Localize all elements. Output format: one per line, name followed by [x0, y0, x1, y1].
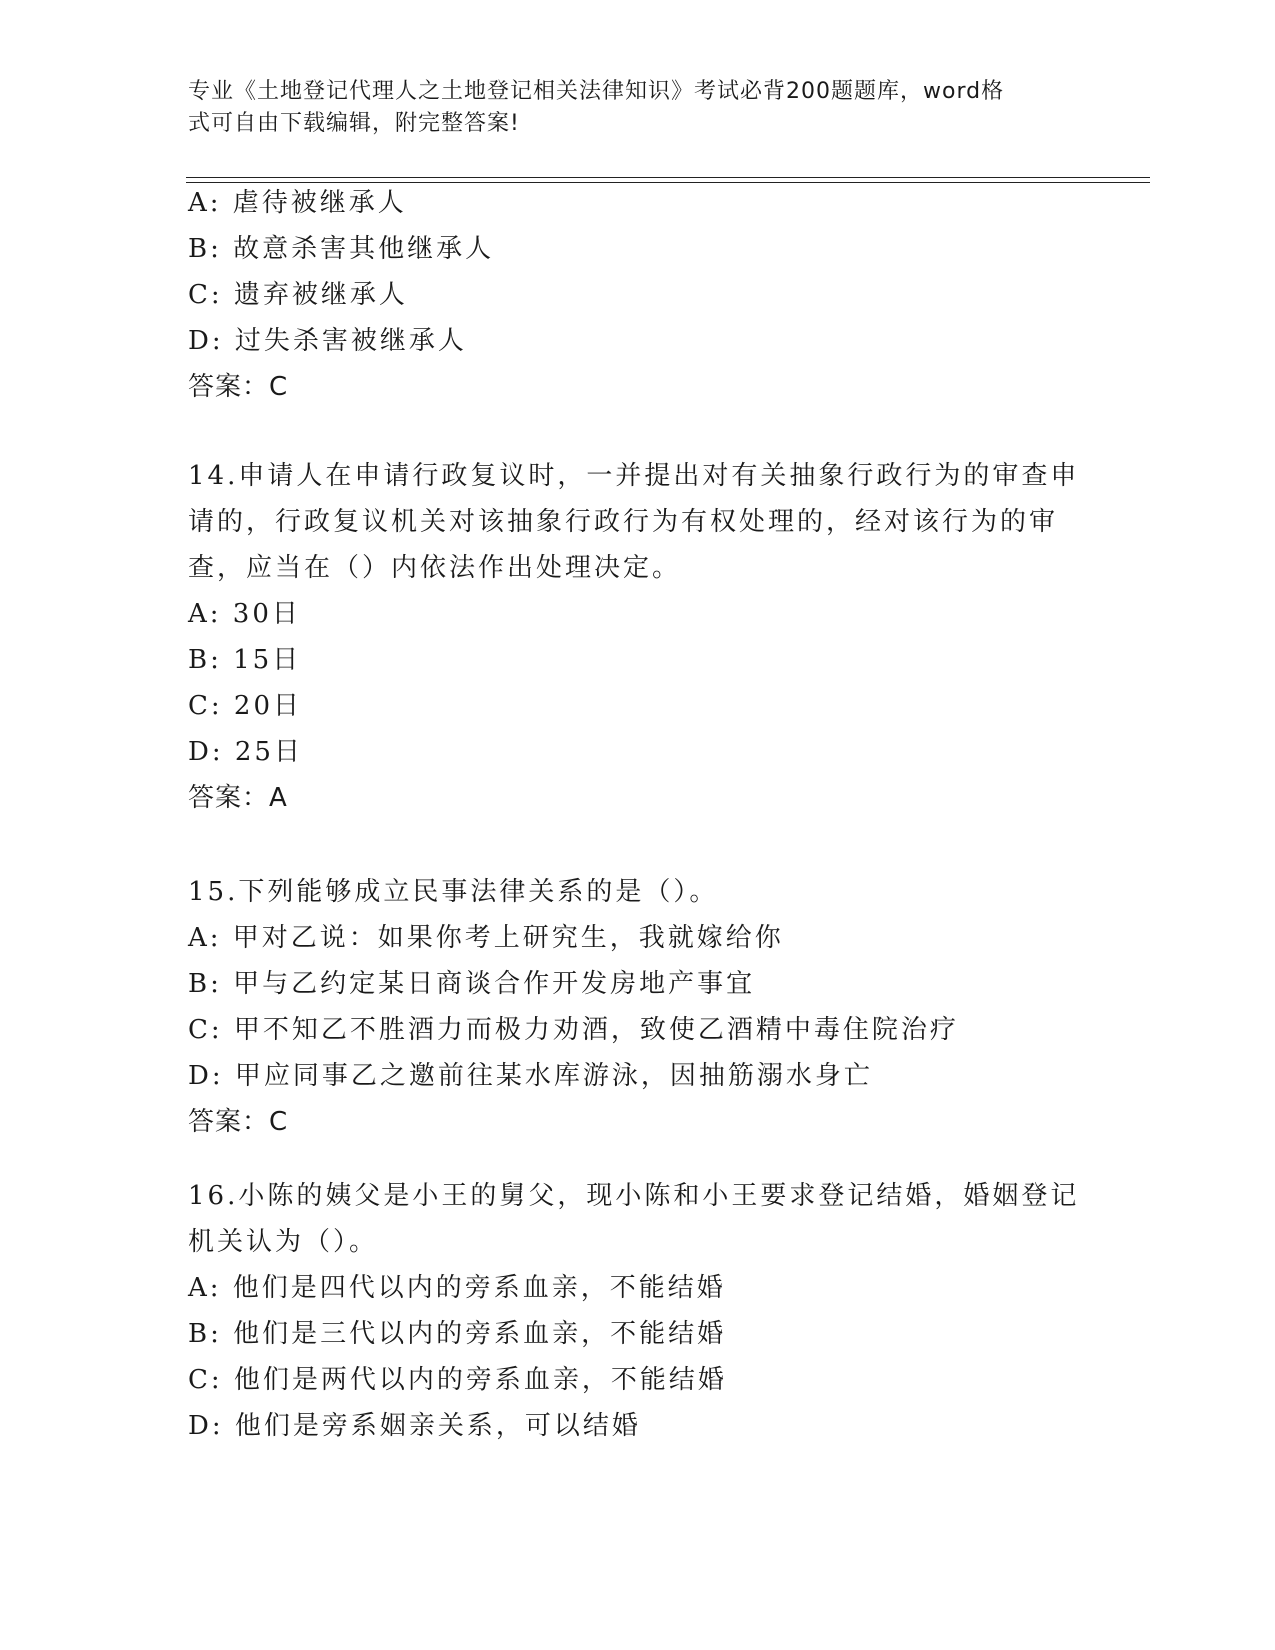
option-a: A: 30日	[188, 599, 301, 629]
answer: 答案：C	[188, 1107, 289, 1137]
option-c: C: 20日	[188, 691, 303, 721]
option-b: B: 他们是三代以内的旁系血亲，不能结婚	[188, 1319, 727, 1349]
option-c: C: 他们是两代以内的旁系血亲，不能结婚	[188, 1365, 727, 1395]
question-stem-line: 14.申请人在申请行政复议时，一并提出对有关抽象行政行为的审查申	[188, 461, 1080, 491]
option-a: A: 他们是四代以内的旁系血亲，不能结婚	[188, 1273, 726, 1303]
option-a: A: 虐待被继承人	[188, 188, 407, 218]
option-c: C: 甲不知乙不胜酒力而极力劝酒，致使乙酒精中毒住院治疗	[188, 1015, 959, 1045]
option-a: A: 甲对乙说：如果你考上研究生，我就嫁给你	[188, 923, 784, 953]
question-16	[188, 1173, 1088, 1449]
question-stem-line: 16.小陈的姨父是小王的舅父，现小陈和小王要求登记结婚，婚姻登记	[188, 1181, 1080, 1211]
document-header	[188, 76, 1068, 140]
answer: 答案：C	[188, 372, 289, 402]
option-d: D: 过失杀害被继承人	[188, 326, 467, 356]
option-d: D: 甲应同事乙之邀前往某水库游泳，因抽筋溺水身亡	[188, 1061, 873, 1091]
question-13	[188, 180, 1088, 410]
option-d: D: 25日	[188, 737, 303, 767]
question-15	[188, 869, 1088, 1145]
option-b: B: 甲与乙约定某日商谈合作开发房地产事宜	[188, 969, 756, 999]
option-b: B: 15日	[188, 645, 302, 675]
question-14	[188, 453, 1088, 821]
question-stem-line: 请的，行政复议机关对该抽象行政行为有权处理的，经对该行为的审	[188, 507, 1059, 537]
header-line-1: 专业《土地登记代理人之土地登记相关法律知识》考试必背200题题库，word格	[188, 79, 1005, 104]
header-line-2: 式可自由下载编辑，附完整答案!	[188, 111, 520, 136]
option-c: C: 遗弃被继承人	[188, 280, 408, 310]
header-divider-top	[186, 177, 1150, 178]
question-stem-line: 15.下列能够成立民事法律关系的是（）。	[188, 877, 719, 907]
answer: 答案：A	[188, 783, 288, 813]
question-stem-line: 机关认为（）。	[188, 1227, 379, 1257]
option-d: D: 他们是旁系姻亲关系，可以结婚	[188, 1411, 641, 1441]
question-stem-line: 查，应当在（）内依法作出处理决定。	[188, 553, 682, 583]
option-b: B: 故意杀害其他继承人	[188, 234, 495, 264]
